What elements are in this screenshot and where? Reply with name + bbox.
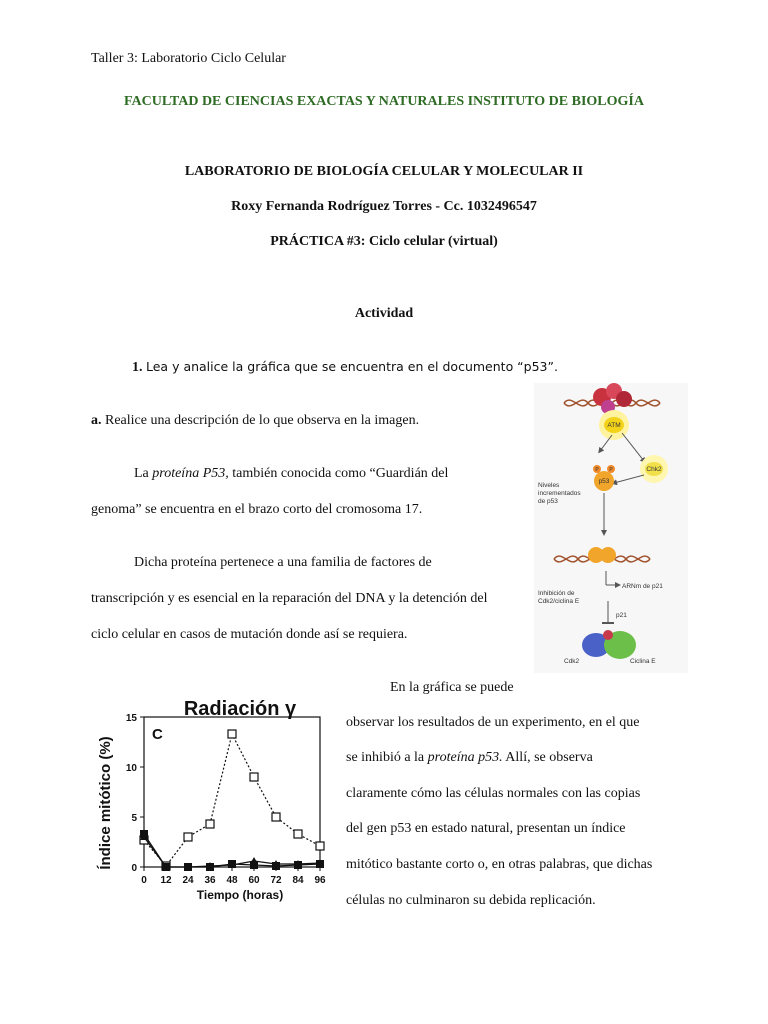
chart-x-axis-label: Tiempo (horas) xyxy=(196,888,284,902)
question-1 xyxy=(132,359,558,376)
y-tick-label: 10 xyxy=(125,763,137,774)
p53-label: p53 xyxy=(598,478,610,485)
x-tick-label: 84 xyxy=(292,875,304,886)
p21-label: p21 xyxy=(616,612,627,619)
document-header: Taller 3: Laboratorio Ciclo Celular xyxy=(91,51,286,66)
question-a-label: a. xyxy=(91,413,102,428)
niveles-label-line-1: Niveles xyxy=(538,482,560,489)
niveles-label-line-2: incrementados xyxy=(538,490,581,497)
mitotic-index-chart xyxy=(90,685,340,910)
activity-heading: Actividad xyxy=(354,306,414,321)
paragraph-3-line-7: células no culminaron su debida replicación. xyxy=(346,893,596,908)
series-1-point xyxy=(272,813,280,821)
paragraph-3-line-6: mitótico bastante corto o, en otras palabras, que dichas xyxy=(346,857,653,872)
y-tick-label: 15 xyxy=(125,713,137,724)
practice-title: PRÁCTICA #3: Ciclo celular (virtual) xyxy=(270,234,498,249)
x-tick-label: 72 xyxy=(270,875,282,886)
question-1-text: Lea y analice la gráfica que se encuentra en el documento “p53”. xyxy=(146,359,558,374)
chart-y-axis-label: Índice mitótico (%) xyxy=(97,736,114,870)
chart-frame xyxy=(144,717,320,867)
chk2-label: Chk2 xyxy=(646,466,662,473)
paragraph-3-line-5: del gen p53 en estado natural, presentan un índice xyxy=(346,821,626,836)
y-tick-label: 0 xyxy=(131,863,137,874)
p53-pathway-svg xyxy=(534,383,688,673)
p21-bound-shape xyxy=(603,630,613,640)
lab-title: LABORATORIO DE BIOLOGÍA CELULAR Y MOLECULAR II xyxy=(184,164,584,179)
x-tick-label: 12 xyxy=(160,875,172,886)
series-3-point xyxy=(250,857,258,864)
y-tick-label: 5 xyxy=(131,813,137,824)
inhibicion-label-line-1: Inhibición de xyxy=(538,590,575,597)
x-tick-label: 60 xyxy=(248,875,260,886)
paragraph-1-line-1: La proteína P53, también conocida como “Guardián del xyxy=(134,466,449,481)
question-a-text: Realice una descripción de lo que observa en la imagen. xyxy=(105,413,420,428)
p53-term: proteína P53, xyxy=(152,466,229,481)
paragraph-3-line-4: claramente cómo las células normales con las copias xyxy=(346,786,641,801)
paragraph-1-line-2: genoma” se encuentra en el brazo corto del cromosoma 17. xyxy=(91,502,423,517)
faculty-title: FACULTAD DE CIENCIAS EXACTAS Y NATURALES INSTITUTO DE BIOLOGÍA xyxy=(124,94,644,109)
series-1-point xyxy=(294,830,302,838)
mitotic-index-chart-svg xyxy=(90,685,340,910)
author-line: Roxy Fernanda Rodríguez Torres - Cc. 1032496547 xyxy=(231,199,537,214)
x-tick-label: 0 xyxy=(141,875,147,886)
series-1-point xyxy=(250,773,258,781)
p53-pathway-figure xyxy=(534,383,688,673)
paragraph-3-line-2: observar los resultados de un experimento, en el que xyxy=(346,715,640,730)
arnm-p21-label: ARNm de p21 xyxy=(622,583,663,590)
series-1-line xyxy=(144,734,320,866)
paragraph-2-line-2: transcripción y es esencial en la reparación del DNA y la detención del xyxy=(91,591,488,606)
ciclina-e-label: Ciclina E xyxy=(630,658,656,665)
paragraph-3-line-1: En la gráfica se puede xyxy=(390,680,514,695)
x-tick-label: 48 xyxy=(226,875,238,886)
p53-term-2: proteína p53. xyxy=(427,750,503,765)
p53-tetramer-2 xyxy=(600,547,616,563)
paragraph-2-line-1: Dicha proteína pertenece a una familia de factores de xyxy=(134,555,432,570)
atm-label: ATM xyxy=(607,422,621,429)
niveles-label-line-3: de p53 xyxy=(538,498,558,505)
series-1-point xyxy=(316,842,324,850)
series-1-point xyxy=(184,833,192,841)
x-tick-label: 36 xyxy=(204,875,216,886)
chart-panel-letter: C xyxy=(152,726,163,743)
phospho-p-1-label: P xyxy=(595,467,599,473)
series-1-point xyxy=(206,820,214,828)
x-tick-label: 24 xyxy=(182,875,194,886)
cdk2-label: Cdk2 xyxy=(564,658,580,665)
question-a xyxy=(91,413,419,429)
paragraph-2-line-3: ciclo celular en casos de mutación donde así se requiera. xyxy=(91,627,408,642)
inhibicion-label-line-2: Cdk2/ciclina E xyxy=(538,598,580,605)
series-1-point xyxy=(228,730,236,738)
paragraph-3-line-3: se inhibió a la proteína p53. Allí, se observa xyxy=(346,750,593,765)
x-tick-label: 96 xyxy=(314,875,326,886)
chart-title: Radiación γ xyxy=(183,698,297,720)
phospho-p-2-label: P xyxy=(609,467,613,473)
question-1-number: 1. xyxy=(132,360,143,375)
